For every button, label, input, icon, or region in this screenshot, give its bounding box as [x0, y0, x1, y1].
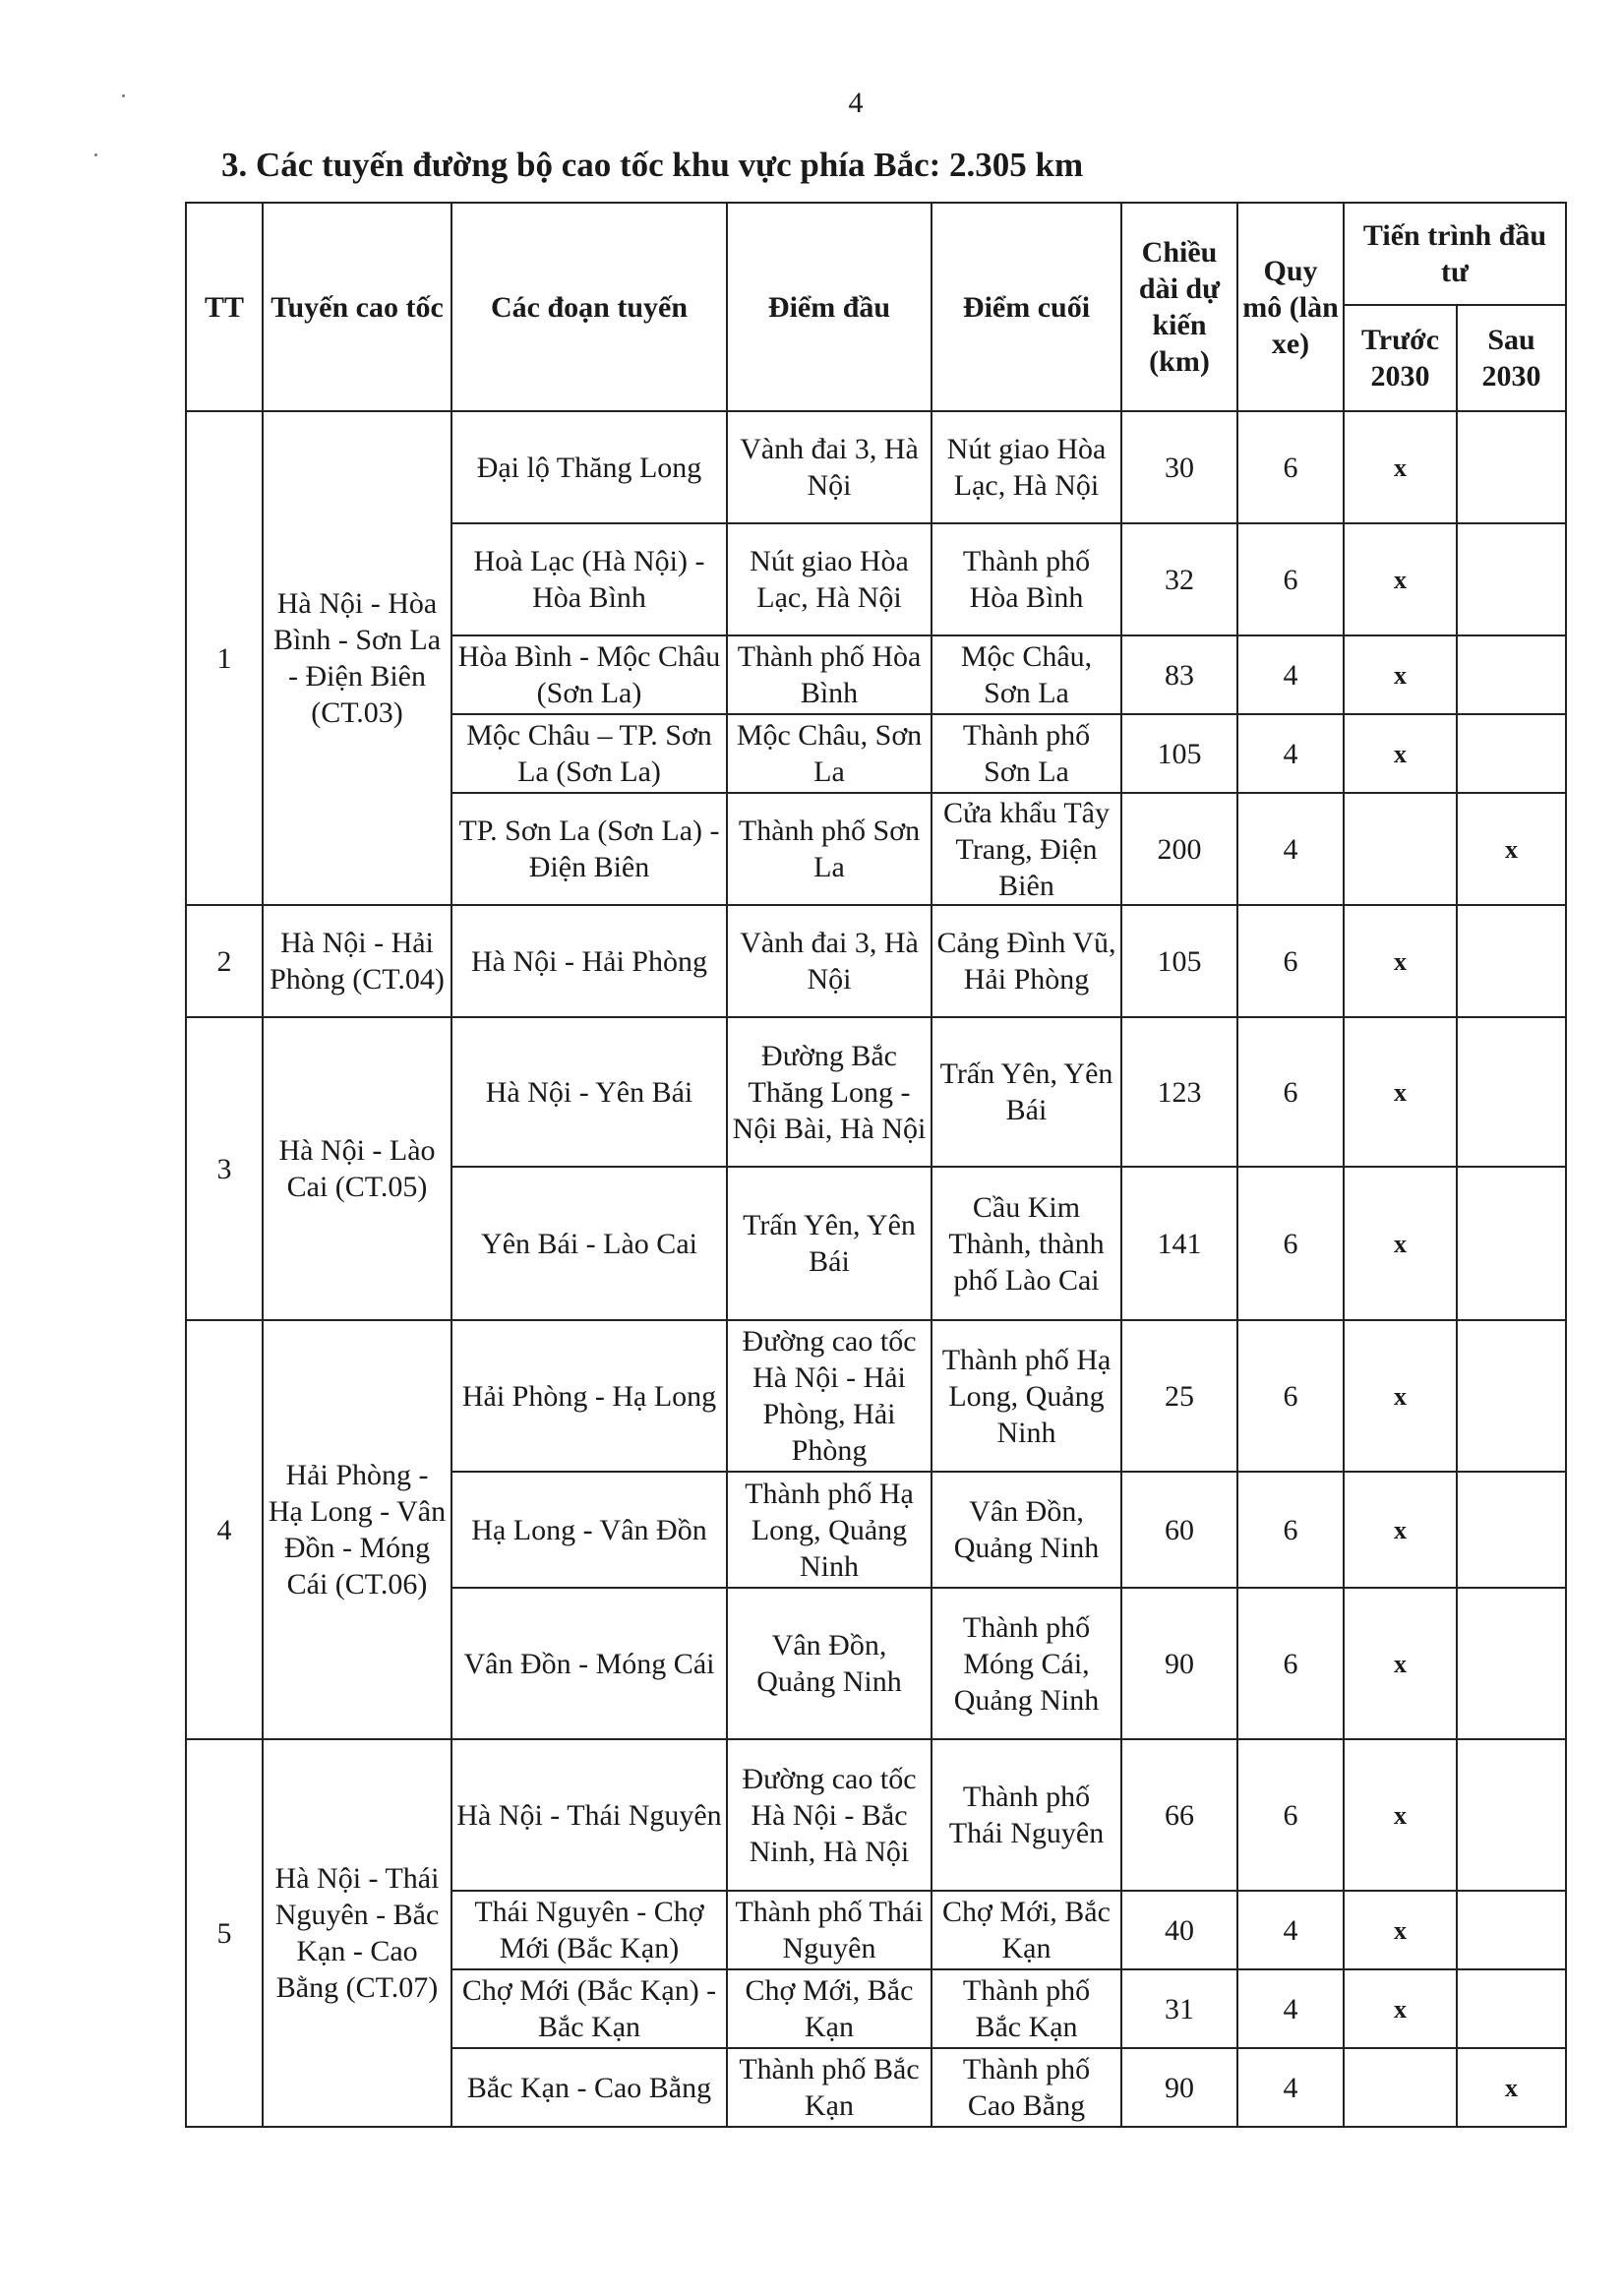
segment-name: Hà Nội - Yên Bái [451, 1017, 727, 1167]
before-2030-mark: x [1344, 1320, 1457, 1472]
segment-lanes: 6 [1237, 1472, 1344, 1588]
before-2030-mark [1344, 2048, 1457, 2127]
segment-length: 60 [1121, 1472, 1237, 1588]
segment-end: Thành phố Sơn La [932, 714, 1121, 793]
route-name: Hà Nội - Lào Cai (CT.05) [263, 1017, 451, 1320]
segment-name: Bắc Kạn - Cao Bằng [451, 2048, 727, 2127]
header-length: Chiều dài dự kiến (km) [1121, 203, 1237, 411]
segment-start: Đường Bắc Thăng Long - Nội Bài, Hà Nội [727, 1017, 932, 1167]
route-number: 2 [186, 905, 263, 1017]
segment-end: Thành phố Hòa Bình [932, 523, 1121, 635]
segment-name: Đại lộ Thăng Long [451, 411, 727, 523]
after-2030-mark [1457, 1739, 1566, 1891]
after-2030-mark: x [1457, 2048, 1566, 2127]
segment-lanes: 6 [1237, 411, 1344, 523]
route-name: Hà Nội - Thái Nguyên - Bắc Kạn - Cao Bằng (CT.07) [263, 1739, 451, 2127]
header-route: Tuyến cao tốc [263, 203, 451, 411]
segment-end: Cảng Đình Vũ, Hải Phòng [932, 905, 1121, 1017]
segment-length: 83 [1121, 635, 1237, 714]
segment-start: Vành đai 3, Hà Nội [727, 411, 932, 523]
segment-start: Nút giao Hòa Lạc, Hà Nội [727, 523, 932, 635]
before-2030-mark: x [1344, 1969, 1457, 2048]
segment-lanes: 6 [1237, 1017, 1344, 1167]
segment-end: Trấn Yên, Yên Bái [932, 1017, 1121, 1167]
segment-length: 200 [1121, 793, 1237, 905]
segment-length: 90 [1121, 2048, 1237, 2127]
segment-lanes: 4 [1237, 714, 1344, 793]
segment-name: TP. Sơn La (Sơn La) - Điện Biên [451, 793, 727, 905]
segment-name: Vân Đồn - Móng Cái [451, 1588, 727, 1739]
segment-start: Thành phố Sơn La [727, 793, 932, 905]
route-name: Hà Nội - Hải Phòng (CT.04) [263, 905, 451, 1017]
route-number: 4 [186, 1320, 263, 1739]
segment-name: Hoà Lạc (Hà Nội) - Hòa Bình [451, 523, 727, 635]
after-2030-mark [1457, 1017, 1566, 1167]
header-progress: Tiến trình đầu tư [1344, 203, 1566, 305]
header-segment: Các đoạn tuyến [451, 203, 727, 411]
segment-name: Hà Nội - Thái Nguyên [451, 1739, 727, 1891]
segment-end: Cầu Kim Thành, thành phố Lào Cai [932, 1167, 1121, 1320]
segment-length: 40 [1121, 1891, 1237, 1969]
segment-end: Thành phố Thái Nguyên [932, 1739, 1121, 1891]
after-2030-mark [1457, 1588, 1566, 1739]
segment-start: Vành đai 3, Hà Nội [727, 905, 932, 1017]
segment-end: Thành phố Hạ Long, Quảng Ninh [932, 1320, 1121, 1472]
table-body [186, 411, 1566, 2127]
before-2030-mark: x [1344, 1588, 1457, 1739]
segment-name: Hà Nội - Hải Phòng [451, 905, 727, 1017]
after-2030-mark [1457, 1167, 1566, 1320]
segment-lanes: 6 [1237, 1588, 1344, 1739]
after-2030-mark [1457, 523, 1566, 635]
segment-lanes: 6 [1237, 523, 1344, 635]
segment-lanes: 6 [1237, 905, 1344, 1017]
segment-lanes: 4 [1237, 635, 1344, 714]
segment-end: Thành phố Cao Bằng [932, 2048, 1121, 2127]
segment-start: Đường cao tốc Hà Nội - Bắc Ninh, Hà Nội [727, 1739, 932, 1891]
segment-length: 105 [1121, 714, 1237, 793]
segment-start: Thành phố Bắc Kạn [727, 2048, 932, 2127]
table-row [186, 905, 1566, 1017]
segment-start: Thành phố Hòa Bình [727, 635, 932, 714]
segment-length: 25 [1121, 1320, 1237, 1472]
segment-length: 31 [1121, 1969, 1237, 2048]
before-2030-mark: x [1344, 1739, 1457, 1891]
segment-length: 105 [1121, 905, 1237, 1017]
route-name: Hà Nội - Hòa Bình - Sơn La - Điện Biên (CT.03) [263, 411, 451, 905]
segment-start: Mộc Châu, Sơn La [727, 714, 932, 793]
segment-end: Nút giao Hòa Lạc, Hà Nội [932, 411, 1121, 523]
segment-end: Cửa khẩu Tây Trang, Điện Biên [932, 793, 1121, 905]
segment-start: Vân Đồn, Quảng Ninh [727, 1588, 932, 1739]
segment-lanes: 4 [1237, 1969, 1344, 2048]
segment-start: Thành phố Hạ Long, Quảng Ninh [727, 1472, 932, 1588]
route-name: Hải Phòng - Hạ Long - Vân Đồn - Móng Cái (CT.06) [263, 1320, 451, 1739]
segment-lanes: 6 [1237, 1739, 1344, 1891]
segment-length: 141 [1121, 1167, 1237, 1320]
before-2030-mark: x [1344, 523, 1457, 635]
route-number: 5 [186, 1739, 263, 2127]
segment-length: 90 [1121, 1588, 1237, 1739]
before-2030-mark: x [1344, 635, 1457, 714]
before-2030-mark: x [1344, 1891, 1457, 1969]
after-2030-mark [1457, 1969, 1566, 2048]
table-row [186, 1320, 1566, 1472]
before-2030-mark: x [1344, 1017, 1457, 1167]
header-start: Điểm đầu [727, 203, 932, 411]
table-header [186, 203, 1566, 411]
segment-length: 66 [1121, 1739, 1237, 1891]
expressway-table [185, 202, 1567, 2128]
segment-lanes: 6 [1237, 1320, 1344, 1472]
after-2030-mark [1457, 635, 1566, 714]
segment-name: Hải Phòng - Hạ Long [451, 1320, 727, 1472]
before-2030-mark: x [1344, 411, 1457, 523]
after-2030-mark: x [1457, 793, 1566, 905]
segment-start: Chợ Mới, Bắc Kạn [727, 1969, 932, 2048]
segment-start: Đường cao tốc Hà Nội - Hải Phòng, Hải Phòng [727, 1320, 932, 1472]
segment-lanes: 6 [1237, 1167, 1344, 1320]
section-heading: 3. Các tuyến đường bộ cao tốc khu vực phía Bắc: 2.305 km [221, 146, 1084, 184]
table-row [186, 1017, 1566, 1167]
header-end: Điểm cuối [932, 203, 1121, 411]
header-tt: TT [186, 203, 263, 411]
segment-name: Chợ Mới (Bắc Kạn) - Bắc Kạn [451, 1969, 727, 2048]
after-2030-mark [1457, 1320, 1566, 1472]
segment-start: Thành phố Thái Nguyên [727, 1891, 932, 1969]
after-2030-mark [1457, 1472, 1566, 1588]
route-number: 1 [186, 411, 263, 905]
before-2030-mark: x [1344, 1472, 1457, 1588]
scan-speck [94, 153, 97, 156]
before-2030-mark [1344, 793, 1457, 905]
header-scale: Quy mô (làn xe) [1237, 203, 1344, 411]
segment-end: Mộc Châu, Sơn La [932, 635, 1121, 714]
after-2030-mark [1457, 411, 1566, 523]
segment-name: Yên Bái - Lào Cai [451, 1167, 727, 1320]
header-after-2030: Sau 2030 [1457, 305, 1566, 411]
segment-end: Thành phố Móng Cái, Quảng Ninh [932, 1588, 1121, 1739]
segment-name: Hạ Long - Vân Đồn [451, 1472, 727, 1588]
table-row [186, 411, 1566, 523]
after-2030-mark [1457, 1891, 1566, 1969]
segment-end: Thành phố Bắc Kạn [932, 1969, 1121, 2048]
segment-length: 123 [1121, 1017, 1237, 1167]
segment-name: Hòa Bình - Mộc Châu (Sơn La) [451, 635, 727, 714]
segment-length: 30 [1121, 411, 1237, 523]
segment-end: Chợ Mới, Bắc Kạn [932, 1891, 1121, 1969]
segment-end: Vân Đồn, Quảng Ninh [932, 1472, 1121, 1588]
segment-name: Thái Nguyên - Chợ Mới (Bắc Kạn) [451, 1891, 727, 1969]
table-row [186, 1739, 1566, 1891]
after-2030-mark [1457, 714, 1566, 793]
before-2030-mark: x [1344, 905, 1457, 1017]
page-number: 4 [848, 87, 864, 119]
before-2030-mark: x [1344, 1167, 1457, 1320]
after-2030-mark [1457, 905, 1566, 1017]
segment-lanes: 4 [1237, 1891, 1344, 1969]
route-number: 3 [186, 1017, 263, 1320]
segment-lanes: 4 [1237, 793, 1344, 905]
segment-start: Trấn Yên, Yên Bái [727, 1167, 932, 1320]
segment-name: Mộc Châu – TP. Sơn La (Sơn La) [451, 714, 727, 793]
segment-lanes: 4 [1237, 2048, 1344, 2127]
header-before-2030: Trước 2030 [1344, 305, 1457, 411]
segment-length: 32 [1121, 523, 1237, 635]
before-2030-mark: x [1344, 714, 1457, 793]
